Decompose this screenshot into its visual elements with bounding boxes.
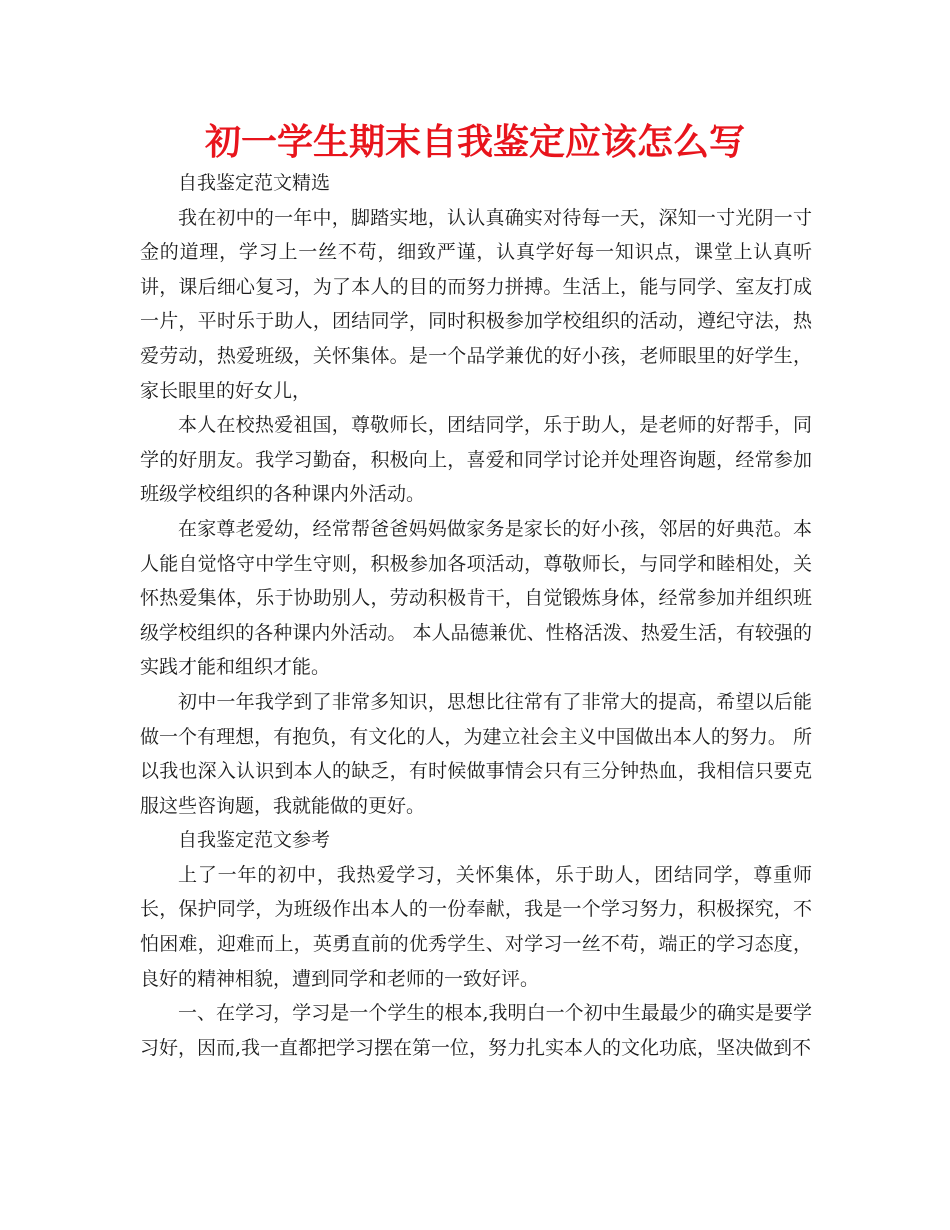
paragraph: 上了一年的初中，我热爱学习，关怀集体，乐于助人，团结同学，尊重师长，保护同学，为班级作出本人的一份奉献，我是一个学习努力，积极探究，不怕困难，迎难而上，英勇直前的优秀学生、对学习一丝不苟，端正的学习态度，良好的精神相貌，遭到同学和老师的一致好评。 <box>140 863 812 990</box>
section-heading-reference-samples: 自我鉴定范文参考 <box>178 829 331 852</box>
section-heading-selected-samples: 自我鉴定范文精选 <box>178 172 331 194</box>
paragraph: 初中一年我学到了非常多知识，思想比往常有了非常大的提高，希望以后能做一个有理想，有抱负，有文化的人，为建立社会主义中国做出本人的努力。 所以我也深入认识到本人的缺乏，有时候做事情会只有三分钟热血，我相信只要克服这些咨询题，我就能做的更好。 <box>140 690 812 817</box>
paragraph: 本人在校热爱祖国，尊敬师长，团结同学，乐于助人，是老师的好帮手，同学的好朋友。我学习勤奋，积极向上，喜爱和同学讨论并处理咨询题，经常参加班级学校组织的各种课内外活动。 <box>140 414 812 506</box>
paragraph: 我在初中的一年中，脚踏实地，认认真确实对待每一天，深知一寸光阴一寸金的道理，学习上一丝不苟，细致严谨，认真学好每一知识点，课堂上认真听讲，课后细心复习，为了本人的目的而努力拼搏。生活上，能与同学、室友打成一片，平时乐于助人，团结同学，同时积极参加学校组织的活动，遵纪守法，热爱劳动，热爱班级，关怀集体。是一个品学兼优的好小孩，老师眼里的好学生，家长眼里的好女儿， <box>140 206 812 402</box>
document-body <box>140 166 812 1065</box>
document-title: 初一学生期末自我鉴定应该怎么写 <box>204 122 745 163</box>
paragraph: 一、在学习，学习是一个学生的根本,我明白一个初中生最最少的确实是要学习好，因而,我一直都把学习摆在第一位，努力扎实本人的文化功底，坚决做到不 <box>140 1002 812 1059</box>
paragraph: 在家尊老爱幼，经常帮爸爸妈妈做家务是家长的好小孩，邻居的好典范。本人能自觉恪守中学生守则，积极参加各项活动，尊敬师长，与同学和睦相处，关怀热爱集体，乐于协助别人，劳动积极肯干，自觉锻炼身体，经常参加并组织班级学校组织的各种课内外活动。 本人品德兼优、性格活泼、热爱生活，有较强的实践才能和组织才能。 <box>140 517 812 679</box>
